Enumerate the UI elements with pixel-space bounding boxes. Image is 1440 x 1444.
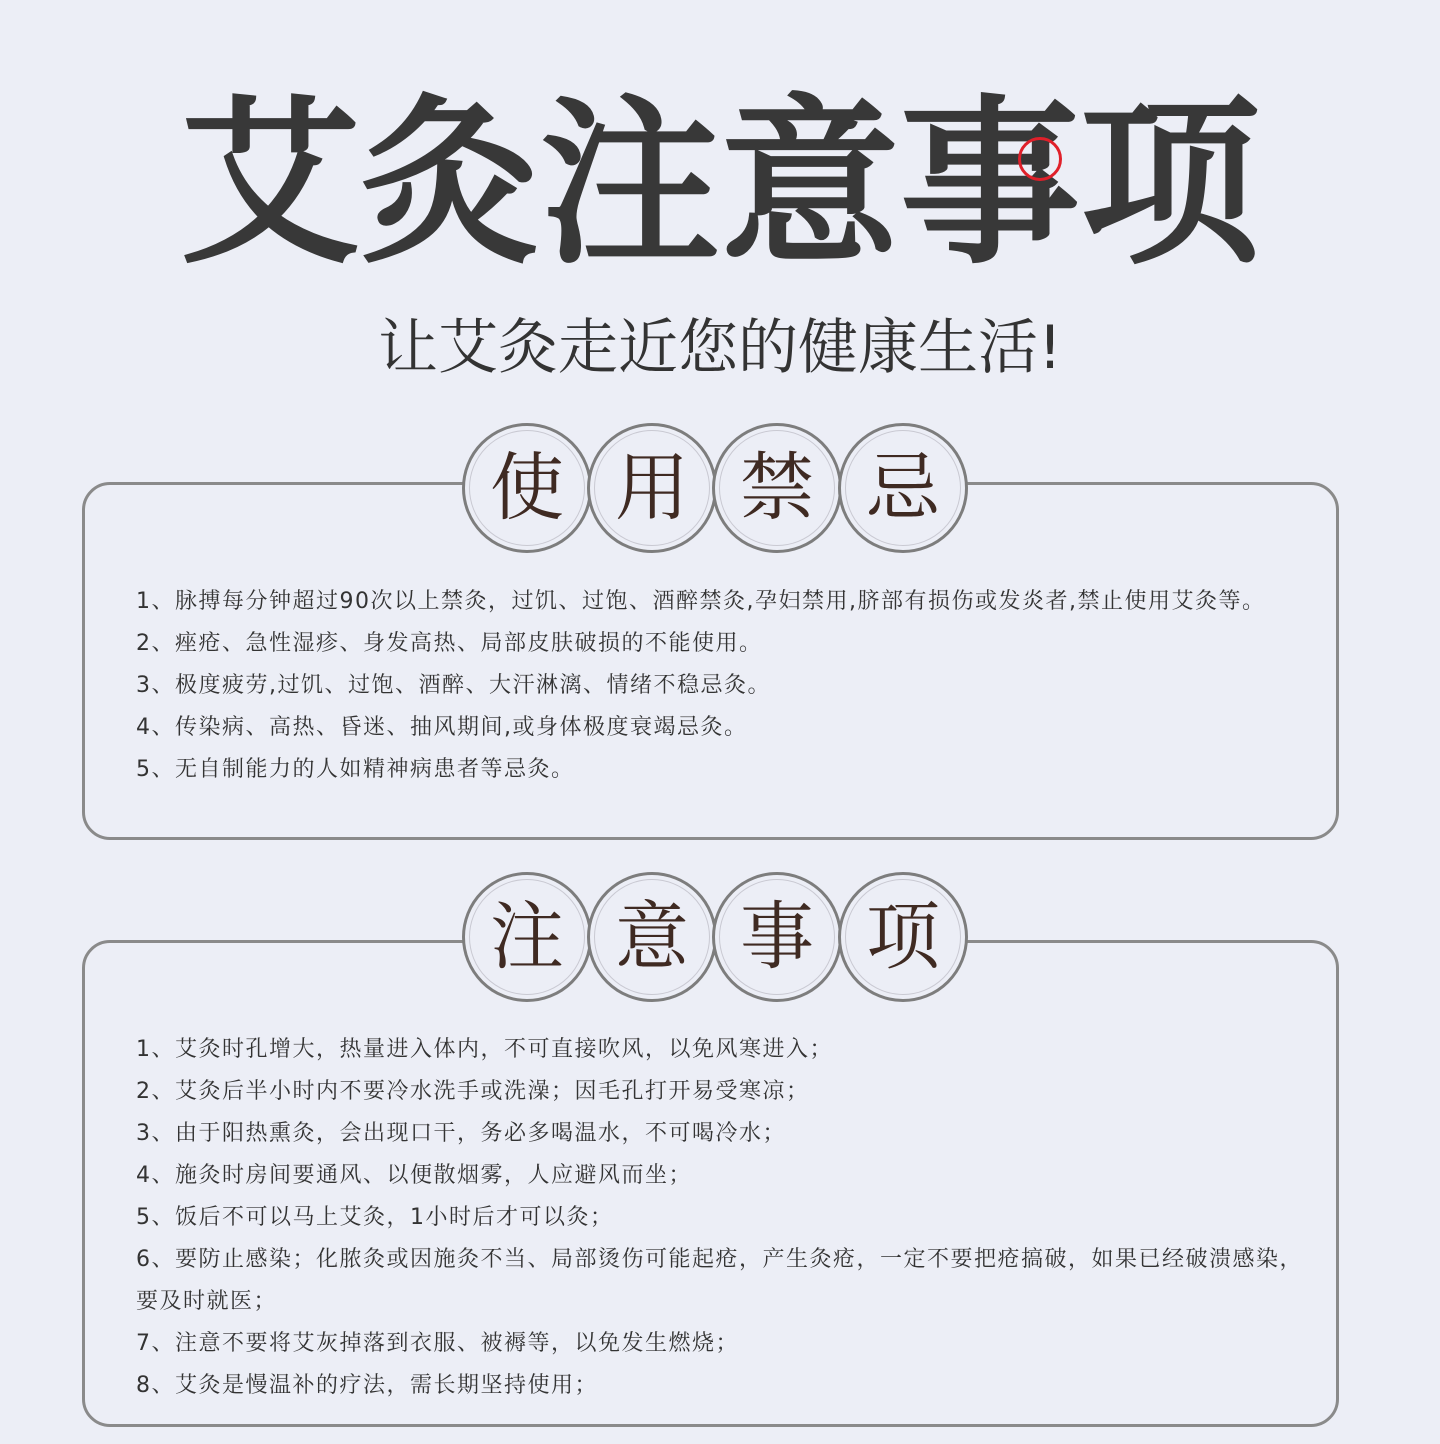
heading-char: 禁 (740, 445, 814, 531)
page-subtitle: 让艾灸走近您的健康生活! (377, 313, 1063, 383)
heading-circle (838, 423, 968, 553)
page-title: 艾灸注意事项 (179, 80, 1260, 289)
heading-circle (838, 872, 968, 1002)
contraindications-heading (462, 423, 968, 553)
heading-char: 用 (615, 445, 689, 531)
cursor-ring-marker (1018, 137, 1062, 181)
list-item: 3、极度疲劳,过饥、过饱、酒醉、大汗淋漓、情绪不稳忌灸。 (136, 673, 771, 698)
heading-circle (712, 423, 842, 553)
heading-circle (587, 872, 717, 1002)
list-item: 2、痤疮、急性湿疹、身发高热、局部皮肤破损的不能使用。 (136, 631, 763, 656)
heading-circle (587, 423, 717, 553)
list-item: 1、艾灸时孔增大，热量进入体内，不可直接吹风，以免风寒进入； (136, 1037, 833, 1062)
list-item: 5、无自制能力的人如精神病患者等忌灸。 (136, 757, 575, 782)
heading-char: 意 (615, 894, 689, 980)
list-item: 2、艾灸后半小时内不要冷水洗手或洗澡；因毛孔打开易受寒凉； (136, 1079, 810, 1104)
heading-char: 使 (490, 445, 564, 531)
heading-circle (462, 872, 592, 1002)
list-item: 3、由于阳热熏灸，会出现口干，务必多喝温水，不可喝冷水； (136, 1121, 786, 1146)
heading-circle (712, 872, 842, 1002)
list-item: 7、注意不要将艾灰掉落到衣服、被褥等，以免发生燃烧； (136, 1331, 739, 1356)
heading-circle (462, 423, 592, 553)
precautions-list (136, 1029, 1306, 1407)
list-item: 5、饭后不可以马上艾灸，1小时后才可以灸； (136, 1205, 614, 1230)
list-item: 8、艾灸是慢温补的疗法，需长期坚持使用； (136, 1373, 598, 1398)
list-item: 1、脉搏每分钟超过90次以上禁灸，过饥、过饱、酒醉禁灸,孕妇禁用,脐部有损伤或发炎者,禁止使用艾灸等。 (136, 589, 1266, 614)
list-item: 6、要防止感染；化脓灸或因施灸不当、局部烫伤可能起疮，产生灸疮，一定不要把疮搞破，如果已经破溃感染，要及时就医； (136, 1247, 1304, 1314)
heading-char: 注 (490, 894, 564, 980)
contraindications-list (136, 581, 1306, 791)
precautions-heading (462, 872, 968, 1002)
heading-char: 项 (866, 894, 940, 980)
list-item: 4、传染病、高热、昏迷、抽风期间,或身体极度衰竭忌灸。 (136, 715, 748, 740)
heading-char: 忌 (866, 445, 940, 531)
list-item: 4、施灸时房间要通风、以便散烟雾，人应避风而坐； (136, 1163, 692, 1188)
heading-char: 事 (740, 894, 814, 980)
